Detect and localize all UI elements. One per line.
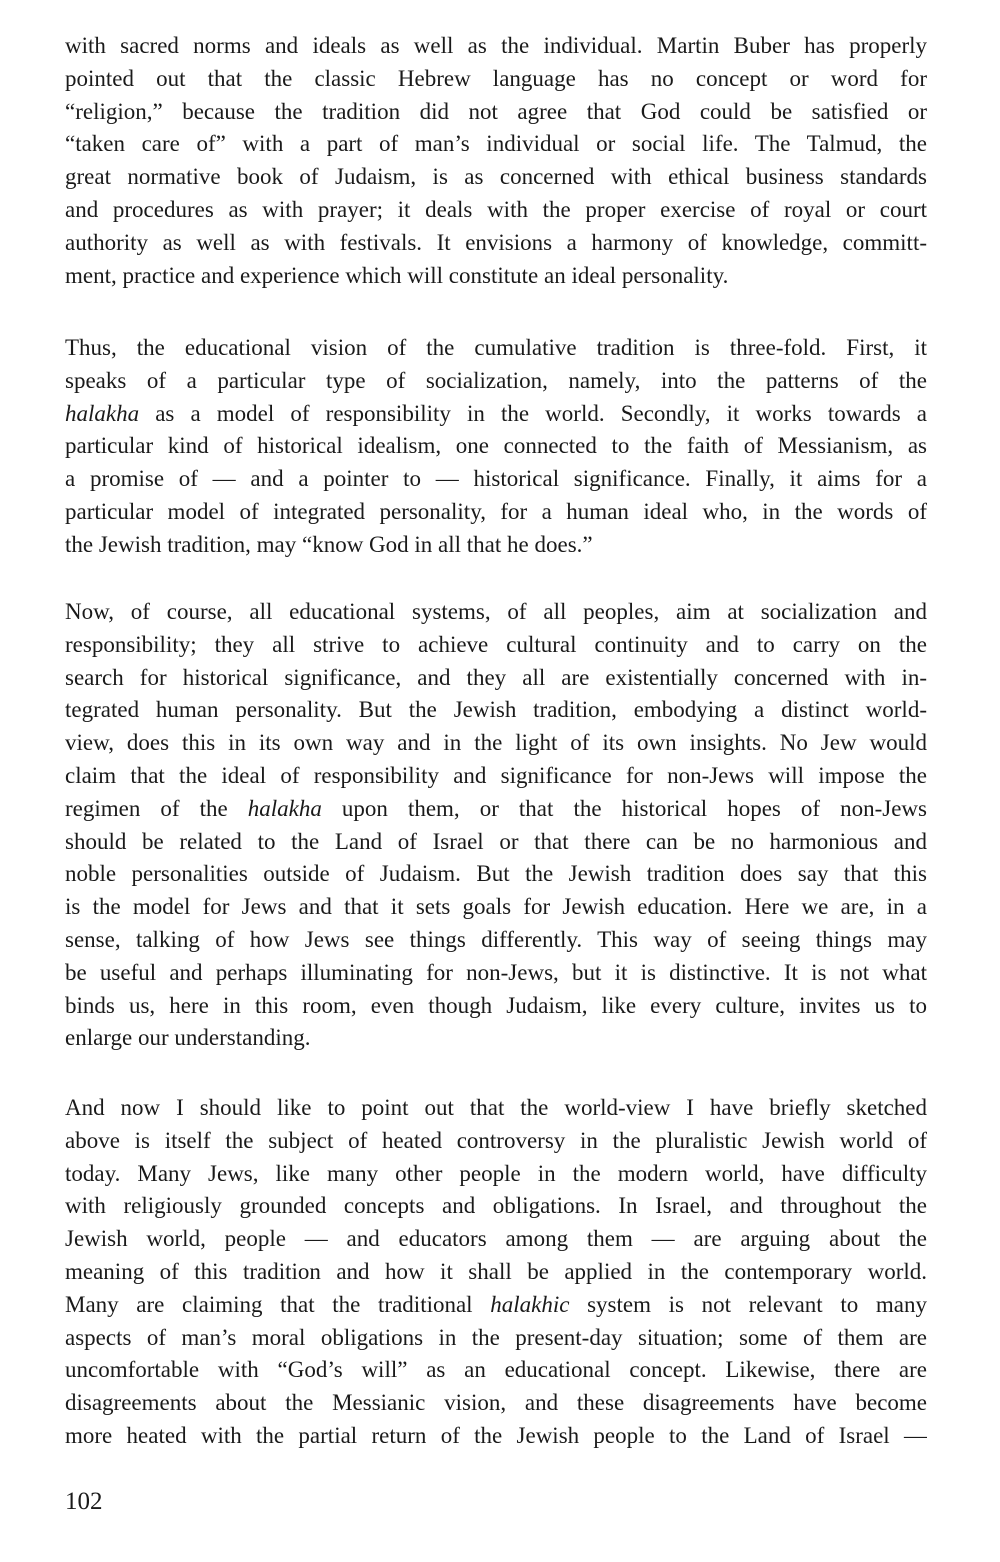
text-segment: Now, of course, all educational systems, of all peoples, aim at socialization and xyxy=(65,599,927,624)
text-line xyxy=(65,760,927,793)
text-line xyxy=(65,1022,927,1055)
page-number: 102 xyxy=(65,1488,103,1515)
text-segment: Many are claiming that the traditional xyxy=(65,1291,491,1317)
text-line xyxy=(65,161,927,194)
text-segment: regimen of the xyxy=(65,795,248,821)
text-line xyxy=(65,463,927,496)
text-segment: search for historical significance, and they all are existentially concerned with in- xyxy=(65,664,927,690)
text-segment: with religiously grounded concepts and obligations. In Israel, and throughout the xyxy=(65,1193,927,1219)
text-line xyxy=(65,365,927,398)
text-line xyxy=(65,30,927,63)
text-segment: “religion,” because the tradition did not agree that God could be satisfied or xyxy=(65,98,927,124)
text-line xyxy=(65,1190,927,1223)
text-segment: And now I should like to point out that the world-view I have briefly sketched xyxy=(65,1095,927,1120)
text-line xyxy=(65,629,927,662)
text-line xyxy=(65,1256,927,1289)
text-line xyxy=(65,1420,927,1453)
text-line xyxy=(65,398,927,431)
text-segment: meaning of this tradition and how it shall be applied in the contemporary world. xyxy=(65,1258,927,1284)
text-line xyxy=(65,662,927,695)
text-line xyxy=(65,1354,927,1387)
text-line xyxy=(65,1223,927,1256)
text-line xyxy=(65,194,927,227)
text-segment: uncomfortable with “God’s will” as an educational concept. Likewise, there are xyxy=(65,1357,927,1383)
text-segment: disagreements about the Messianic vision, and these disagreements have become xyxy=(65,1390,927,1416)
paragraph-4 xyxy=(65,1092,927,1453)
text-line xyxy=(65,1289,927,1322)
text-line xyxy=(65,496,927,529)
text-segment: enlarge our understanding. xyxy=(65,1025,311,1051)
text-line xyxy=(65,96,927,129)
text-segment: today. Many Jews, like many other people in the modern world, have difficulty xyxy=(65,1160,927,1186)
text-segment: noble personalities outside of Judaism. But the Jewish tradition does say that this xyxy=(65,861,927,887)
text-line xyxy=(65,924,927,957)
text-segment: binds us, here in this room, even though Judaism, like every culture, invites us to xyxy=(65,992,927,1018)
text-line xyxy=(65,128,927,161)
text-line xyxy=(65,63,927,96)
text-line xyxy=(65,694,927,727)
text-segment: aspects of man’s moral obligations in the present-day situation; some of them are xyxy=(65,1324,927,1350)
text-segment: system is not relevant to many xyxy=(569,1291,927,1317)
italic-term: halakhic xyxy=(490,1291,570,1317)
text-line xyxy=(65,227,927,260)
text-line xyxy=(65,793,927,826)
text-segment: great normative book of Judaism, is as concerned with ethical business standards xyxy=(65,164,927,190)
italic-term: halakha xyxy=(247,795,322,821)
text-line xyxy=(65,1125,927,1158)
text-segment: particular model of integrated personality, for a human ideal who, in the words of xyxy=(65,498,927,524)
text-segment: and procedures as with prayer; it deals with the proper exercise of royal or court xyxy=(65,196,927,222)
text-line xyxy=(65,990,927,1023)
text-segment: pointed out that the classic Hebrew language has no concept or word for xyxy=(65,65,927,91)
text-segment: “taken care of” with a part of man’s individual or social life. The Talmud, the xyxy=(65,131,927,157)
text-segment: upon them, or that the historical hopes of non-Jews xyxy=(321,795,927,821)
text-segment: as a model of responsibility in the world. Secondly, it works towards a xyxy=(139,400,927,426)
text-segment: speaks of a particular type of socialization, namely, into the patterns of the xyxy=(65,367,927,393)
text-segment: with sacred norms and ideals as well as the individual. Martin Buber has properly xyxy=(65,33,927,58)
text-line xyxy=(65,727,927,760)
text-segment: authority as well as with festivals. It envisions a harmony of knowledge, committ- xyxy=(65,229,927,255)
text-segment: more heated with the partial return of the Jewish people to the Land of Israel — xyxy=(65,1422,927,1448)
text-segment: responsibility; they all strive to achieve cultural continuity and to carry on the xyxy=(65,631,927,657)
text-segment: the Jewish tradition, may “know God in all that he does.” xyxy=(65,531,593,557)
paragraph-1 xyxy=(65,30,927,292)
text-line xyxy=(65,957,927,990)
text-segment: should be related to the Land of Israel or that there can be no harmonious and xyxy=(65,828,927,854)
paragraph-3 xyxy=(65,596,927,1055)
text-segment: Jewish world, people — and educators among them — are arguing about the xyxy=(65,1226,927,1252)
text-line xyxy=(65,1158,927,1191)
text-segment: a promise of — and a pointer to — historical significance. Finally, it aims for a xyxy=(65,466,927,492)
text-line xyxy=(65,858,927,891)
text-line xyxy=(65,1387,927,1420)
text-line xyxy=(65,826,927,859)
text-segment: ment, practice and experience which will constitute an ideal personality. xyxy=(65,262,729,288)
text-segment: tegrated human personality. But the Jewish tradition, embodying a distinct world- xyxy=(65,697,927,723)
text-segment: is the model for Jews and that it sets goals for Jewish education. Here we are, in a xyxy=(65,894,927,920)
paragraph-2 xyxy=(65,332,927,562)
text-segment: particular kind of historical idealism, one connected to the faith of Messianism, as xyxy=(65,433,927,459)
text-line xyxy=(65,260,927,293)
text-segment: claim that the ideal of responsibility and significance for non-Jews will impose the xyxy=(65,762,927,788)
text-line xyxy=(65,1322,927,1355)
text-line xyxy=(65,1092,927,1125)
text-line xyxy=(65,891,927,924)
italic-term: halakha xyxy=(65,400,140,426)
text-segment: above is itself the subject of heated controversy in the pluralistic Jewish world of xyxy=(65,1127,927,1153)
text-segment: sense, talking of how Jews see things differently. This way of seeing things may xyxy=(65,926,927,952)
text-segment: view, does this in its own way and in the light of its own insights. No Jew would xyxy=(65,730,927,756)
text-segment: Thus, the educational vision of the cumulative tradition is three-fold. First, it xyxy=(65,335,927,360)
text-line xyxy=(65,529,927,562)
text-line xyxy=(65,430,927,463)
text-line xyxy=(65,596,927,629)
text-line xyxy=(65,332,927,365)
text-segment: be useful and perhaps illuminating for non-Jews, but it is distinctive. It is not what xyxy=(65,959,927,985)
